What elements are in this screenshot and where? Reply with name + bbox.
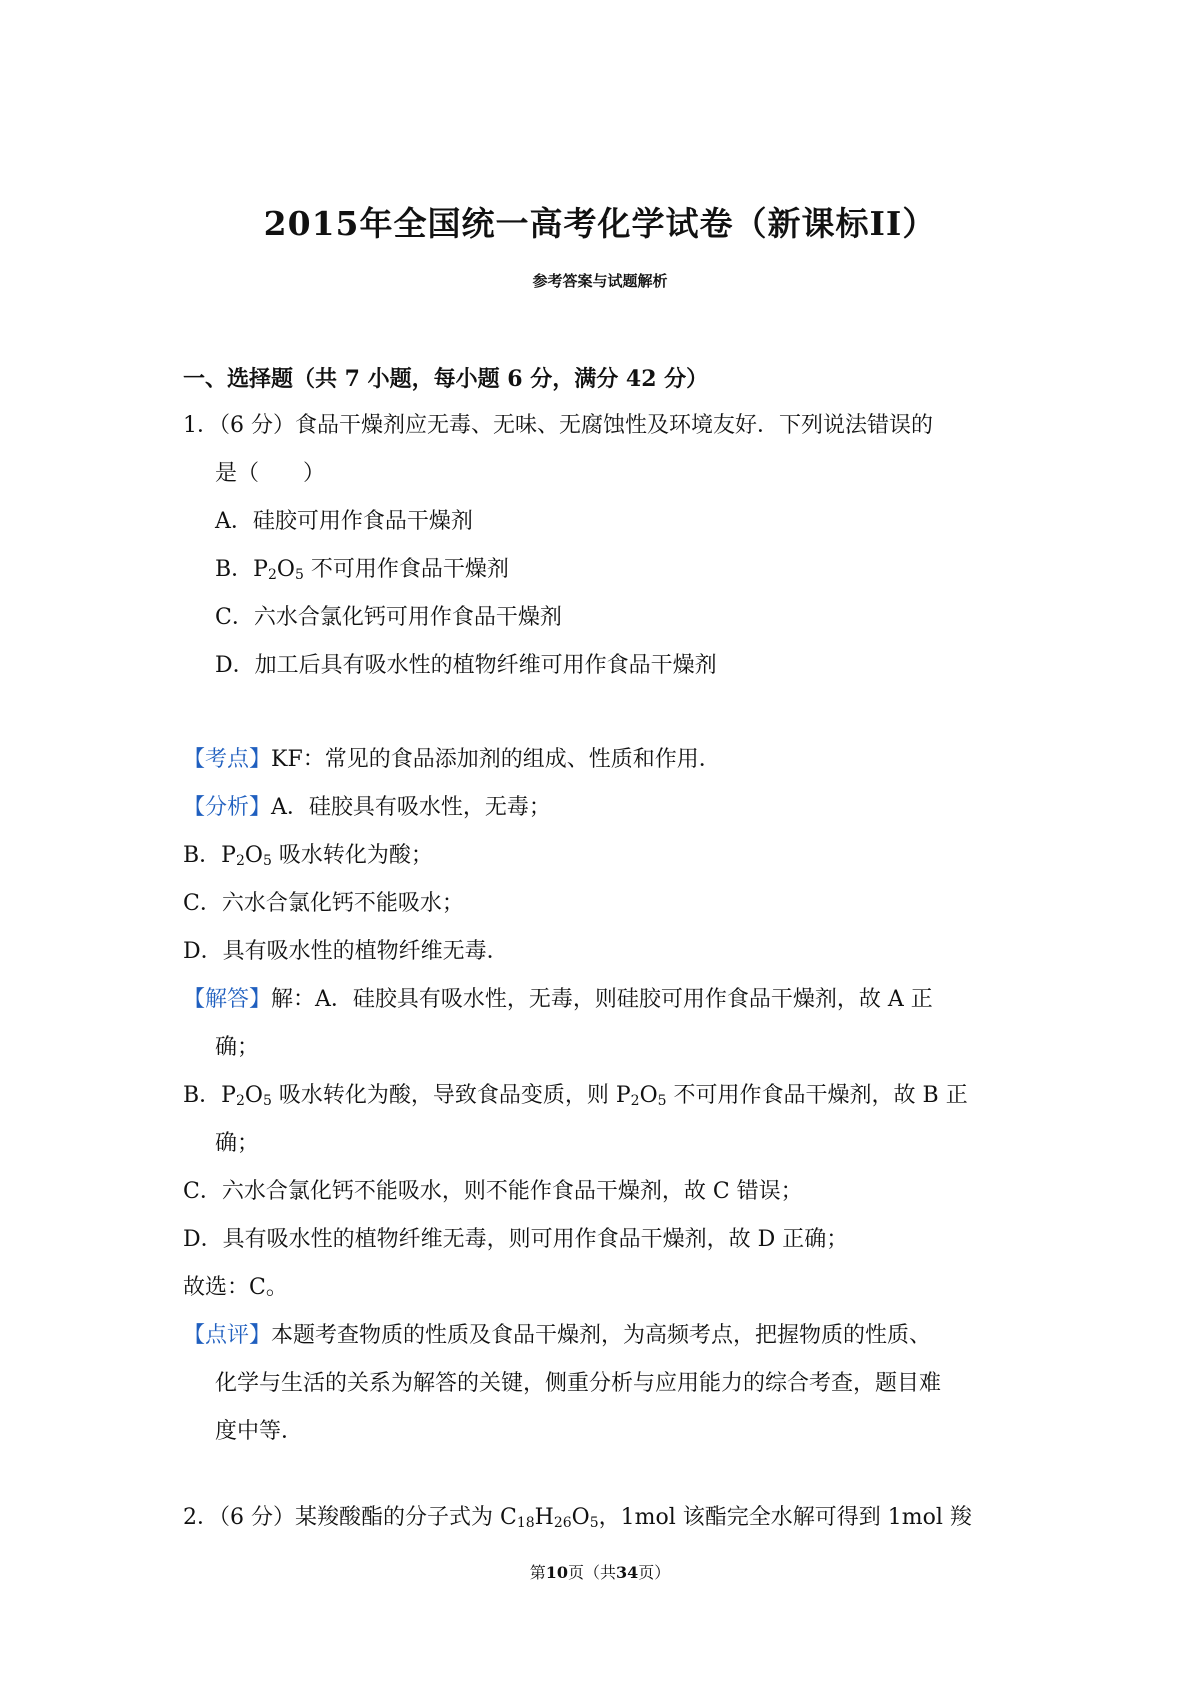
page-footer: 第10页（共34页）: [529, 1563, 671, 1582]
jieda-d: D．具有吸水性的植物纤维无毒，则可用作食品干燥剂，故 D 正确；: [183, 1227, 849, 1252]
dianping-cont-2: 度中等．: [215, 1419, 304, 1444]
fenxi-tag: 【分析】: [183, 795, 272, 820]
question-2-stem: 2．（6 分）某羧酸酯的分子式为 $C_{18}H_{26}O_5$，1mol 该酯完全水解可得到 1mol 羧: [183, 1505, 972, 1531]
option-a: A．硅胶可用作食品干燥剂: [215, 509, 473, 534]
kaodian-line: 【考点】KF：常见的食品添加剂的组成、性质和作用．: [183, 747, 721, 772]
page-subtitle: 参考答案与试题解析: [532, 272, 668, 290]
fenxi-line: 【分析】A．硅胶具有吸水性，无毒；: [183, 795, 551, 820]
jieda-a-cont: 确；: [215, 1035, 260, 1060]
dianping-cont-1: 化学与生活的关系为解答的关键，侧重分析与应用能力的综合考查，题目难: [215, 1371, 942, 1396]
jieda-tag: 【解答】: [183, 987, 272, 1012]
page-number: 10: [545, 1563, 568, 1582]
jieda-line: 【解答】解：A．硅胶具有吸水性，无毒，则硅胶可用作食品干燥剂，故 A 正: [183, 987, 933, 1012]
question-1-stem-cont: 是（ ）: [215, 461, 326, 486]
fenxi-b: B．$P_2O_5$ 吸水转化为酸；: [183, 843, 433, 869]
fenxi-d: D．具有吸水性的植物纤维无毒．: [183, 939, 509, 964]
option-d: D．加工后具有吸水性的植物纤维可用作食品干燥剂: [215, 653, 717, 678]
jieda-c: C．六水合氯化钙不能吸水，则不能作食品干燥剂，故 C 错误；: [183, 1179, 803, 1204]
option-c: C．六水合氯化钙可用作食品干燥剂: [215, 605, 562, 630]
option-b: B．$P_2O_5$ 不可用作食品干燥剂: [215, 557, 509, 583]
fenxi-c: C．六水合氯化钙不能吸水；: [183, 891, 464, 916]
kaodian-tag: 【考点】: [183, 747, 272, 772]
jieda-answer: 故选：C。: [183, 1275, 288, 1300]
total-pages: 34: [616, 1563, 639, 1582]
jieda-b: B．$P_2O_5$ 吸水转化为酸，导致食品变质，则 $P_2O_5$ 不可用作食品干燥剂，故 B 正: [183, 1083, 968, 1109]
section-heading: 一、选择题（共 7 小题，每小题 6 分，满分 42 分）: [183, 366, 709, 392]
question-1-stem: 1．（6 分）食品干燥剂应无毒、无味、无腐蚀性及环境友好．下列说法错误的: [183, 413, 933, 438]
page-title: 2015年全国统一高考化学试卷（新课标II）: [263, 204, 937, 243]
dianping-tag: 【点评】: [183, 1323, 272, 1348]
jieda-b-cont: 确；: [215, 1131, 260, 1156]
dianping-line: 【点评】本题考查物质的性质及食品干燥剂，为高频考点，把握物质的性质、: [183, 1323, 932, 1348]
